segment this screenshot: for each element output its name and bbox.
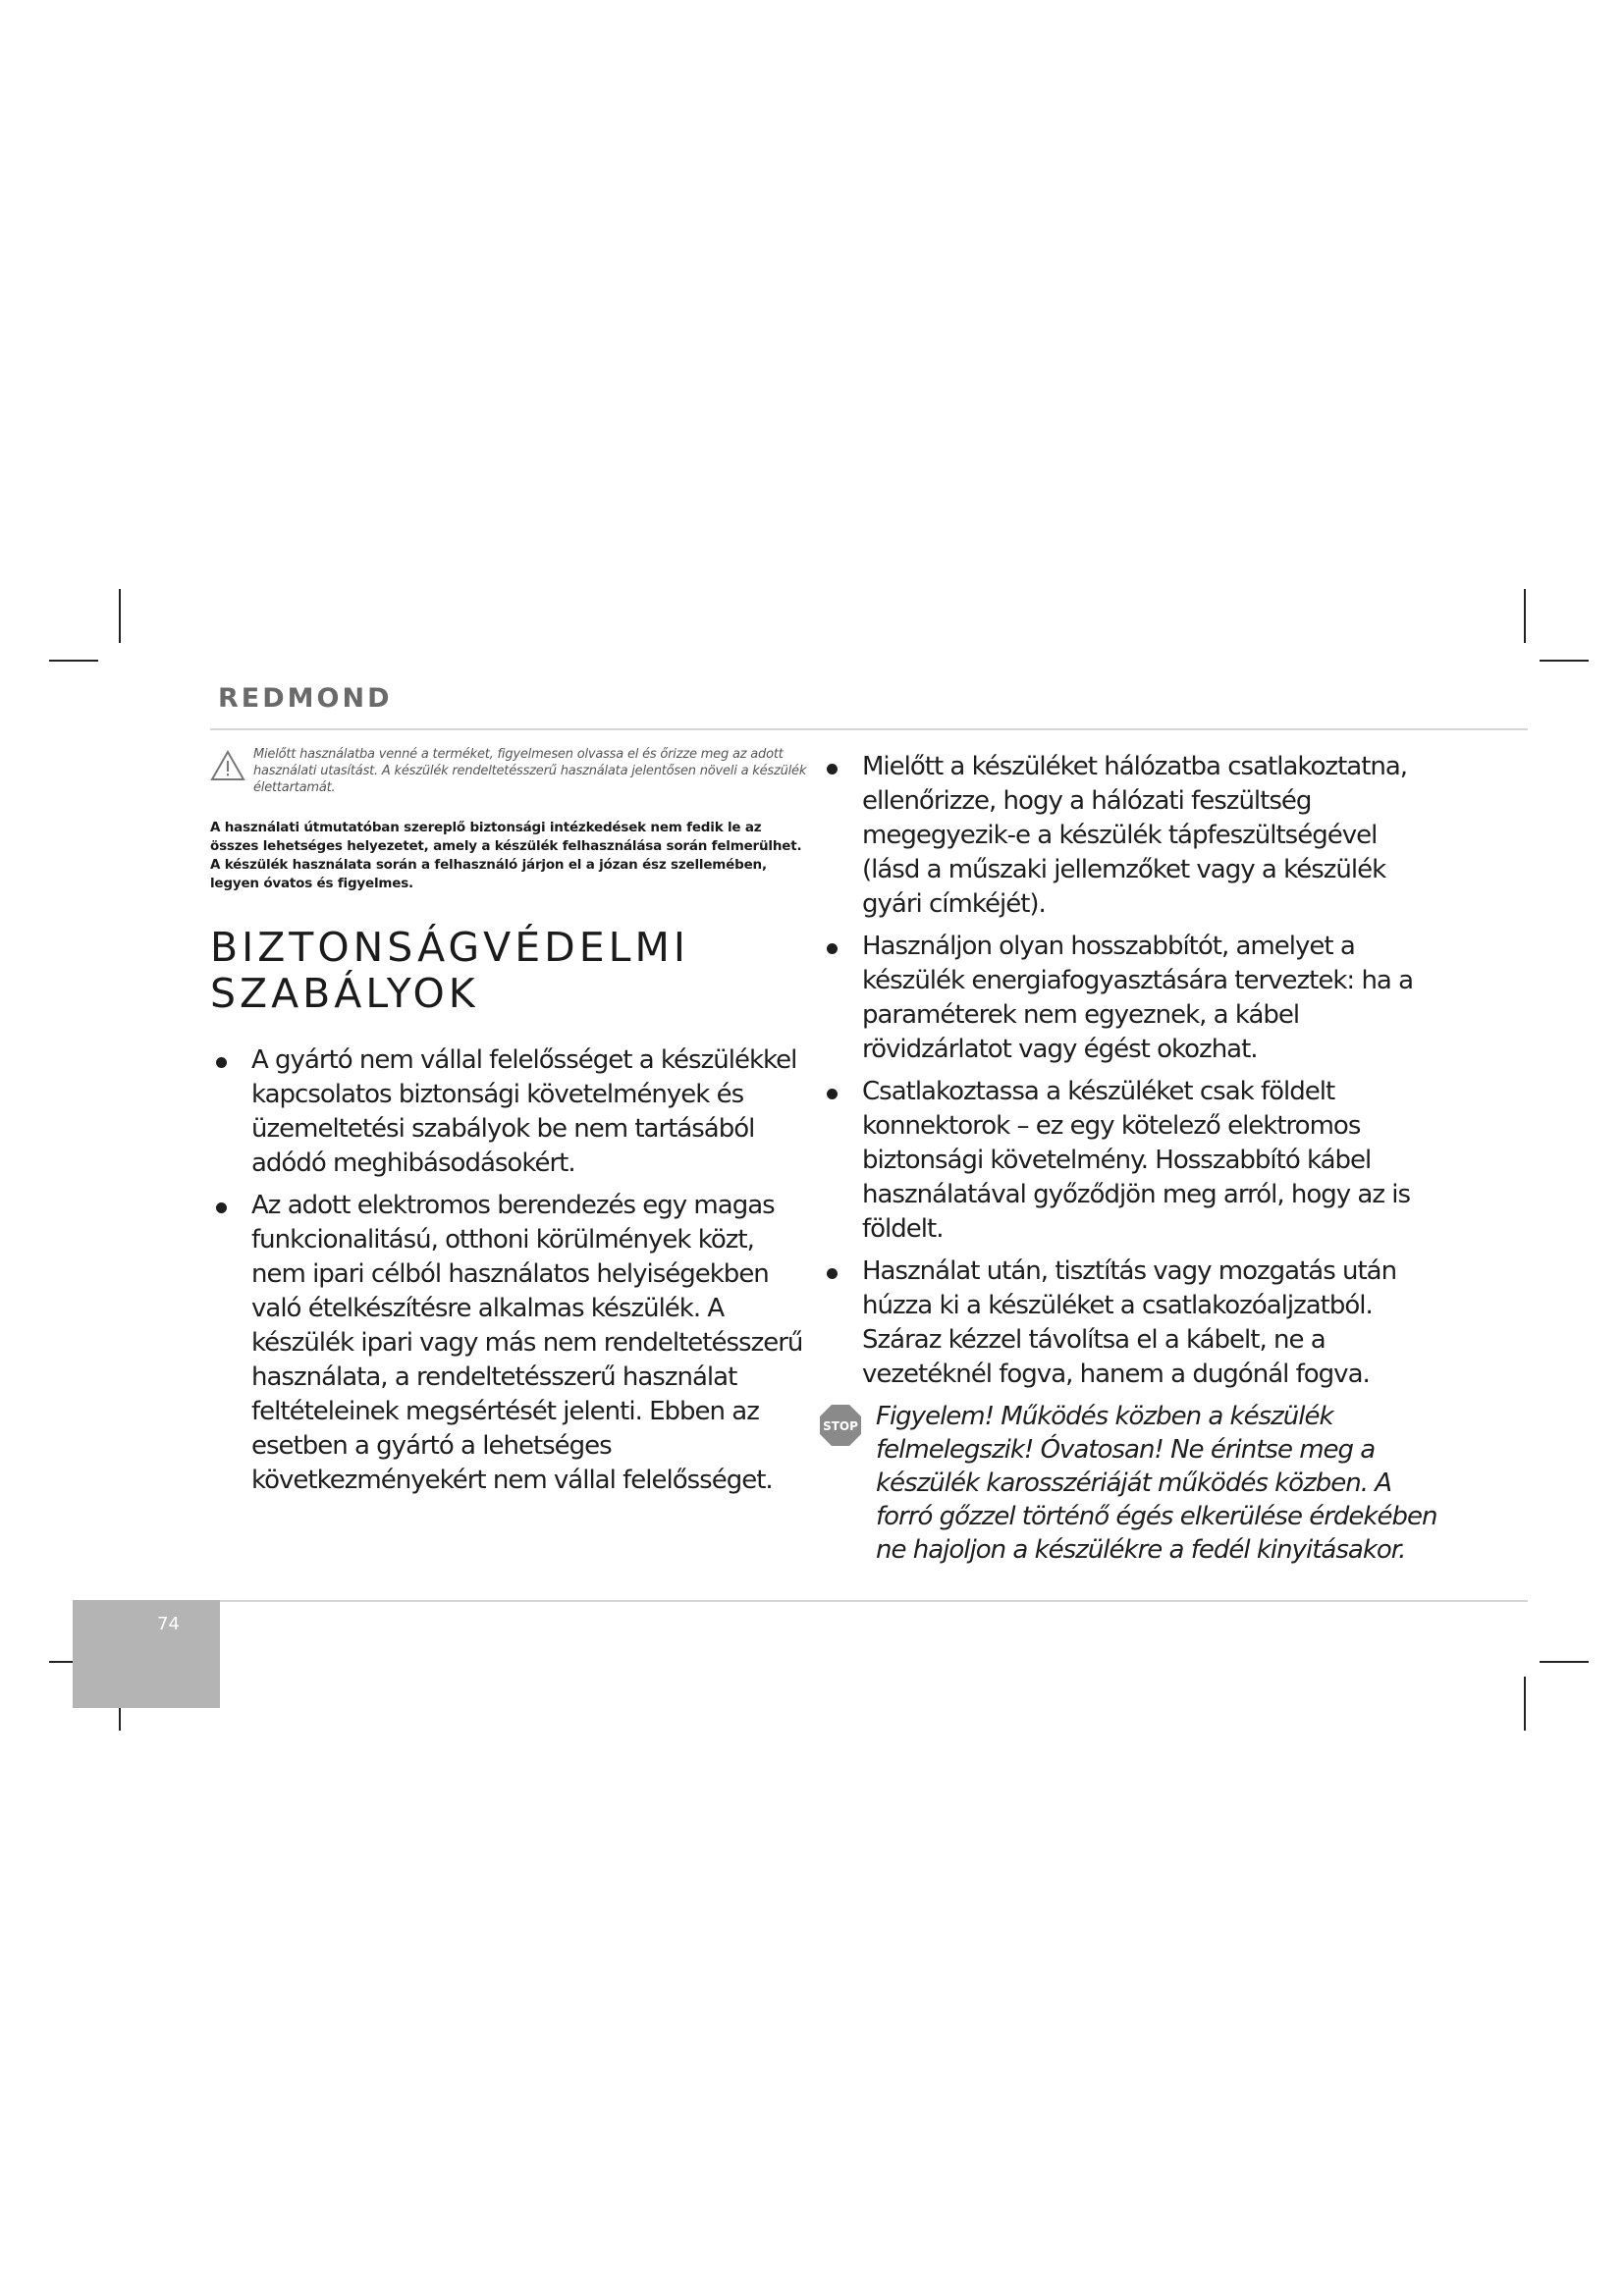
right-column: [821, 746, 1439, 1567]
page-number: 74: [157, 1614, 180, 1634]
crop-mark-top-left-vertical: [119, 589, 121, 643]
crop-mark-top-right-horizontal: [1540, 660, 1589, 662]
header-rule: [210, 728, 1528, 730]
warning-triangle-icon: [210, 750, 245, 781]
section-title: [210, 925, 813, 1017]
crop-mark-bottom-right-vertical: [1524, 1677, 1526, 1731]
list-item: Mielőtt a készüléket hálózatba csatlakoztatna, ellenőrizze, hogy a hálózati feszültség megegyezik-e a készülék tápfeszültségével (lásd a műszaki jellemzőket vagy a készülék gyári címkéjét).: [821, 750, 1439, 922]
stop-warning-text: Figyelem! Működés közben a készülék felmelegszik! Óvatosan! Ne érintse meg a készülék karosszériáját működés közben. A forró gőzzel történő égés elkerülése érdekében ne hajoljon a készülékre a fedél kinyitásakor.: [876, 1402, 1437, 1565]
crop-mark-top-right-vertical: [1524, 589, 1526, 643]
stop-sign-label: STOP: [823, 1419, 858, 1433]
left-bullet-list: [210, 1043, 813, 1498]
stop-warning: [821, 1400, 1439, 1567]
list-item: A gyártó nem vállal felelősséget a készülékkel kapcsolatos biztonsági követelmények és üzemeltetési szabályok be nem tartásából adódó meghibásodásokért.: [210, 1043, 813, 1181]
intro-italic-text: Mielőtt használatba venné a terméket, figyelmesen olvassa el és őrizze meg az adott használati utasítást. A készülék rendeltetésszerű használata jelentősen növeli a készülék élettartamát.: [253, 747, 807, 795]
left-column: [210, 746, 813, 1506]
footer-rule: [210, 1600, 1528, 1602]
list-item: Használat után, tisztítás vagy mozgatás után húzza ki a készüléket a csatlakozóaljzatból. Száraz kézzel távolítsa el a kábelt, ne a vezetéknél fogva, hanem a dugónál fogva.: [821, 1255, 1439, 1392]
intro-note: [210, 746, 813, 811]
page-number-box: [73, 1600, 220, 1708]
list-item: Használjon olyan hosszabbítót, amelyet a készülék energiafogyasztására terveztek: ha a paraméterek nem egyeznek, a kábel rövidzárlatot vagy égést okozhat.: [821, 930, 1439, 1067]
crop-mark-bottom-right-horizontal: [1540, 1661, 1589, 1663]
section-title-line2: SZABÁLYOK: [210, 970, 479, 1017]
crop-mark-top-left-horizontal: [49, 660, 98, 662]
safety-disclaimer: A használati útmutatóban szereplő biztonsági intézkedések nem fedik le az összes lehetséges helyezetet, amely a készülék felhasználása során felmerülhet. A készülék használata során a felhasználó járjon el a józan ész szellemében, legyen óvatos és figyelmes.: [210, 820, 802, 891]
list-item: Az adott elektromos berendezés egy magas funkcionalitású, otthoni körülmények közt, nem ipari célból használatos helyiségekben való ételkészítésre alkalmas készülék. A készülék ipari vagy más nem rendeltetésszerű használata, a rendeltetésszerű használat feltételeinek megsértését jelenti. Ebben az esetben a gyártó a lehetséges következményekért nem vállal felelősséget.: [210, 1189, 813, 1498]
stop-sign-icon: [819, 1404, 862, 1447]
section-title-line1: BIZTONSÁGVÉDELMI: [210, 924, 689, 971]
right-bullet-list: [821, 750, 1439, 1392]
list-item: Csatlakoztassa a készüléket csak földelt konnektorok – ez egy kötelező elektromos biztonsági követelmény. Hosszabbító kábel használatával győződjön meg arról, hogy az is földelt.: [821, 1075, 1439, 1247]
brand-logo: REDMOND: [218, 683, 393, 714]
